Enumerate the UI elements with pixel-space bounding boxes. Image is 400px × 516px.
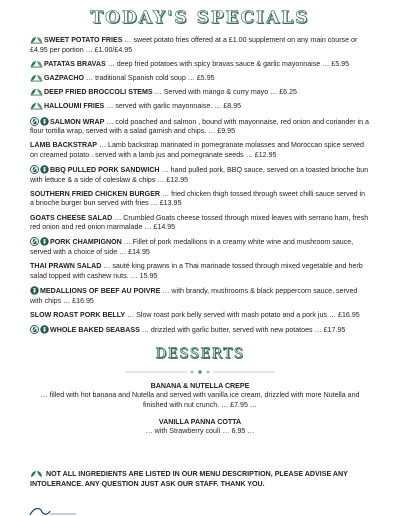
menu-item-description: … cold poached and salmon , bound with mayonnaise, red onion and coriander in a flour tortilla wrap, served with a salad garnish and chips. … £9.95 — [30, 117, 369, 136]
footer-logo-icon — [28, 506, 78, 516]
menu-item-name: SOUTHERN FRIED CHICKEN BURGER — [30, 189, 161, 198]
menu-item-name: BBQ PULLED PORK SANDWICH — [50, 166, 160, 175]
dairy-free-icon — [30, 117, 39, 126]
menu-item — [30, 262, 370, 281]
menu-item-name: LAMB BACKSTRAP — [30, 141, 97, 150]
desserts-header — [0, 346, 400, 380]
menu-item-description: … fried chicken thigh tossed through sweet chilli sauce served in a brioche burger bun served with fries … £13.95 — [30, 189, 366, 208]
header — [30, 6, 370, 30]
menu-item — [30, 190, 370, 209]
specials-list — [30, 36, 370, 340]
menu-item-description: … Slow roast pork belly served with mash potato and a pork jus … £16.95 — [125, 310, 360, 319]
menu-item — [30, 60, 370, 70]
gluten-free-icon — [40, 165, 49, 174]
menu-item-description: … drizzled with garlic butter, served with new potatoes … £17.95 — [139, 325, 346, 334]
menu-item-name: GOATS CHEESE SALAD — [30, 213, 113, 222]
menu-item-description: … deep fried potatoes with spicy bravas sauce & garlic mayonnaise … £5.95 — [105, 59, 350, 68]
menu-item-description: … sauté king prawns in a Thai marinade tossed through mixed vegetable and herb salad topped with cashew nuts. … 15.95 — [30, 262, 363, 280]
menu-item — [30, 311, 370, 321]
vegan-icon — [30, 88, 43, 96]
dairy-free-icon — [30, 325, 39, 334]
menu-item-name: WHOLE BAKED SEABASS — [50, 325, 140, 334]
dessert-item — [30, 382, 370, 410]
dairy-free-icon — [30, 237, 39, 246]
page-title: TODAY'S SPECIALS — [90, 8, 310, 28]
dessert-name: BANANA & NUTELLA CREPE — [150, 382, 250, 390]
gluten-free-icon — [30, 286, 39, 295]
menu-item-description: … Lamb backstrap marinated in pomegranate molasses and Moroccan spice served on creamed potato . served with a lamb jus and pomegranate seeds … £12.95 — [30, 141, 364, 159]
dessert-name: VANILLA PANNA COTTA — [158, 418, 242, 426]
gluten-free-icon — [40, 237, 49, 246]
menu-item-name: SLOW ROAST PORK BELLY — [30, 310, 126, 319]
vegan-icon — [30, 470, 43, 478]
menu-item-name: GAZPACHO — [44, 73, 85, 82]
menu-item-description: … Fillet of pork medallions in a creamy white wine and mushroom sauce, served with a choice of side … £14.95 — [30, 238, 354, 257]
dessert-item — [30, 418, 370, 437]
menu-item — [30, 117, 370, 137]
menu-item-name: MEDALLIONS OF BEEF AU POIVRE — [40, 287, 161, 295]
menu-item-name: DEEP FRIED BROCCOLI STEMS — [44, 88, 153, 97]
menu-item-description: … Crumbled Goats cheese tossed through mixed leaves with serrano ham, fresh red onion and red onion marmalade … £14.95 — [30, 213, 369, 232]
menu-item — [30, 141, 370, 160]
gluten-free-icon — [40, 325, 49, 334]
menu-item-name: PATATAS BRAVAS — [44, 59, 106, 68]
menu-item-description: … served with garlic mayonnaise. … £8.95 — [104, 102, 242, 111]
menu-item-name: HALLOUMI FRIES — [44, 102, 105, 111]
menu-item — [30, 74, 370, 84]
menu-item-name: THAI PRAWN SALAD — [30, 262, 102, 271]
menu-item — [30, 36, 370, 55]
menu-item — [30, 102, 370, 112]
dairy-free-icon — [30, 165, 39, 174]
menu-item-description: … sweet potato fries offered at a £1.00 supplement on any main course or £4.95 per portion … £1.00/£4.95 — [30, 36, 358, 54]
menu-item-description: … traditional Spanish cold soup … £5.95 — [84, 73, 215, 82]
menu-item-description: … hand pulled pork, BBQ sauce, served on a toasted brioche bun with lettuce & a side of coleslaw & chips … £12.95 — [30, 166, 369, 184]
desserts-title: DESSERTS — [155, 346, 245, 362]
menu-item-name: PORK CHAMPIGNON — [50, 238, 122, 247]
menu-item — [30, 214, 370, 233]
gluten-free-icon — [40, 117, 49, 126]
menu-item — [30, 286, 370, 306]
menu-item-description: … with brandy, mushrooms & black peppercorn sauce, served with chips … £16.95 — [30, 287, 358, 305]
vegan-icon — [30, 102, 43, 110]
menu-item-name: SALMON WRAP — [50, 117, 105, 126]
vegan-icon — [30, 74, 43, 82]
ornament-divider-icon — [125, 369, 275, 375]
menu-item — [30, 88, 370, 98]
dessert-description: … with Strawberry coulì … 6.95 … — [145, 427, 255, 436]
vegan-icon — [30, 60, 43, 68]
menu-item-description: … Served with mango & curry mayo … £6.25 — [152, 88, 297, 97]
dessert-description: … filled with hot banana and Nutella and served with vanilla ice cream, drizzled with more Nutella and finished with nut crunch. … £7.95 … — [40, 391, 360, 409]
allergy-notice — [30, 470, 375, 489]
vegan-icon — [30, 36, 43, 44]
menu-item-name: SWEET POTATO FRIES — [44, 36, 123, 44]
menu-item — [30, 165, 370, 185]
menu-item — [30, 325, 370, 336]
menu-item — [30, 237, 370, 257]
notice-text: NOT ALL INGREDIENTS ARE LISTED IN OUR MENU DESCRIPTION, PLEASE ADVISE ANY INTOLERANCE. ANY QUESTION JUST ASK OUR STAFF. THANK YOU. — [30, 470, 348, 488]
